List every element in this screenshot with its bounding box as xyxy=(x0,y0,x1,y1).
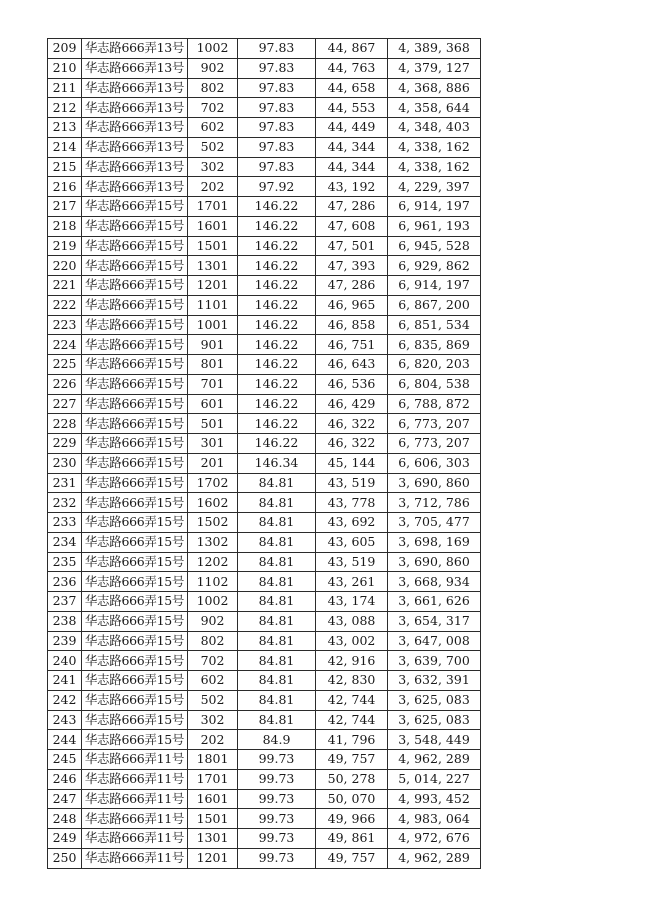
table-row xyxy=(48,532,481,552)
unit-price-cell: 44, 449 xyxy=(316,118,388,138)
total-price-cell: 3, 668, 934 xyxy=(388,572,481,592)
total-price-cell: 4, 983, 064 xyxy=(388,809,481,829)
area-cell: 146.34 xyxy=(238,453,316,473)
area-cell: 99.73 xyxy=(238,829,316,849)
table-row xyxy=(48,256,481,276)
row-number: 244 xyxy=(48,730,82,750)
room-cell: 1601 xyxy=(188,789,238,809)
area-cell: 84.81 xyxy=(238,552,316,572)
unit-price-cell: 43, 088 xyxy=(316,611,388,631)
room-cell: 802 xyxy=(188,78,238,98)
area-cell: 84.9 xyxy=(238,730,316,750)
unit-price-cell: 47, 608 xyxy=(316,216,388,236)
table-row xyxy=(48,197,481,217)
address-cell: 华志路666弄15号 xyxy=(82,355,188,375)
address-cell: 华志路666弄15号 xyxy=(82,552,188,572)
room-cell: 302 xyxy=(188,157,238,177)
area-cell: 97.83 xyxy=(238,137,316,157)
area-cell: 97.83 xyxy=(238,78,316,98)
room-cell: 1302 xyxy=(188,532,238,552)
row-number: 236 xyxy=(48,572,82,592)
unit-price-cell: 46, 322 xyxy=(316,414,388,434)
row-number: 212 xyxy=(48,98,82,118)
table-row xyxy=(48,671,481,691)
area-cell: 84.81 xyxy=(238,631,316,651)
unit-price-cell: 50, 278 xyxy=(316,769,388,789)
address-cell: 华志路666弄11号 xyxy=(82,769,188,789)
room-cell: 602 xyxy=(188,118,238,138)
total-price-cell: 6, 788, 872 xyxy=(388,394,481,414)
address-cell: 华志路666弄15号 xyxy=(82,236,188,256)
row-number: 249 xyxy=(48,829,82,849)
area-cell: 84.81 xyxy=(238,651,316,671)
area-cell: 99.73 xyxy=(238,809,316,829)
table-row xyxy=(48,651,481,671)
row-number: 209 xyxy=(48,39,82,59)
address-cell: 华志路666弄15号 xyxy=(82,335,188,355)
row-number: 228 xyxy=(48,414,82,434)
total-price-cell: 3, 625, 083 xyxy=(388,690,481,710)
address-cell: 华志路666弄15号 xyxy=(82,513,188,533)
table-row xyxy=(48,355,481,375)
table-row xyxy=(48,572,481,592)
table-row xyxy=(48,315,481,335)
area-cell: 146.22 xyxy=(238,295,316,315)
row-number: 233 xyxy=(48,513,82,533)
unit-price-cell: 47, 501 xyxy=(316,236,388,256)
address-cell: 华志路666弄15号 xyxy=(82,453,188,473)
table-row xyxy=(48,789,481,809)
area-cell: 99.73 xyxy=(238,750,316,770)
room-cell: 1801 xyxy=(188,750,238,770)
unit-price-cell: 44, 344 xyxy=(316,157,388,177)
room-cell: 1202 xyxy=(188,552,238,572)
area-cell: 84.81 xyxy=(238,690,316,710)
room-cell: 1001 xyxy=(188,315,238,335)
area-cell: 146.22 xyxy=(238,216,316,236)
address-cell: 华志路666弄13号 xyxy=(82,58,188,78)
table-row xyxy=(48,434,481,454)
table-row xyxy=(48,276,481,296)
total-price-cell: 5, 014, 227 xyxy=(388,769,481,789)
total-price-cell: 3, 690, 860 xyxy=(388,473,481,493)
area-cell: 146.22 xyxy=(238,355,316,375)
total-price-cell: 3, 661, 626 xyxy=(388,592,481,612)
table-row xyxy=(48,631,481,651)
total-price-cell: 3, 639, 700 xyxy=(388,651,481,671)
table-row xyxy=(48,690,481,710)
room-cell: 202 xyxy=(188,730,238,750)
address-cell: 华志路666弄15号 xyxy=(82,414,188,434)
area-cell: 84.81 xyxy=(238,671,316,691)
room-cell: 1702 xyxy=(188,473,238,493)
area-cell: 84.81 xyxy=(238,710,316,730)
room-cell: 1002 xyxy=(188,592,238,612)
room-cell: 902 xyxy=(188,611,238,631)
room-cell: 602 xyxy=(188,671,238,691)
area-cell: 146.22 xyxy=(238,394,316,414)
table-row xyxy=(48,118,481,138)
address-cell: 华志路666弄15号 xyxy=(82,572,188,592)
room-cell: 701 xyxy=(188,374,238,394)
total-price-cell: 3, 712, 786 xyxy=(388,493,481,513)
area-cell: 84.81 xyxy=(238,592,316,612)
room-cell: 1301 xyxy=(188,256,238,276)
row-number: 230 xyxy=(48,453,82,473)
total-price-cell: 4, 962, 289 xyxy=(388,750,481,770)
room-cell: 1102 xyxy=(188,572,238,592)
address-cell: 华志路666弄15号 xyxy=(82,276,188,296)
row-number: 232 xyxy=(48,493,82,513)
total-price-cell: 4, 348, 403 xyxy=(388,118,481,138)
room-cell: 1101 xyxy=(188,295,238,315)
table-row xyxy=(48,58,481,78)
area-cell: 146.22 xyxy=(238,434,316,454)
address-cell: 华志路666弄11号 xyxy=(82,750,188,770)
total-price-cell: 6, 914, 197 xyxy=(388,276,481,296)
address-cell: 华志路666弄15号 xyxy=(82,690,188,710)
area-cell: 146.22 xyxy=(238,414,316,434)
address-cell: 华志路666弄13号 xyxy=(82,78,188,98)
room-cell: 502 xyxy=(188,690,238,710)
price-table xyxy=(47,38,481,869)
room-cell: 1602 xyxy=(188,493,238,513)
unit-price-cell: 46, 536 xyxy=(316,374,388,394)
address-cell: 华志路666弄15号 xyxy=(82,631,188,651)
address-cell: 华志路666弄15号 xyxy=(82,493,188,513)
address-cell: 华志路666弄15号 xyxy=(82,611,188,631)
table-row xyxy=(48,750,481,770)
total-price-cell: 4, 368, 886 xyxy=(388,78,481,98)
total-price-cell: 4, 229, 397 xyxy=(388,177,481,197)
table-row xyxy=(48,335,481,355)
unit-price-cell: 49, 757 xyxy=(316,848,388,868)
address-cell: 华志路666弄15号 xyxy=(82,434,188,454)
table-row xyxy=(48,137,481,157)
unit-price-cell: 49, 757 xyxy=(316,750,388,770)
unit-price-cell: 42, 744 xyxy=(316,710,388,730)
address-cell: 华志路666弄15号 xyxy=(82,473,188,493)
total-price-cell: 4, 972, 676 xyxy=(388,829,481,849)
total-price-cell: 6, 867, 200 xyxy=(388,295,481,315)
row-number: 221 xyxy=(48,276,82,296)
row-number: 250 xyxy=(48,848,82,868)
unit-price-cell: 49, 966 xyxy=(316,809,388,829)
room-cell: 502 xyxy=(188,137,238,157)
total-price-cell: 3, 625, 083 xyxy=(388,710,481,730)
table-row xyxy=(48,552,481,572)
address-cell: 华志路666弄15号 xyxy=(82,394,188,414)
row-number: 226 xyxy=(48,374,82,394)
table-row xyxy=(48,730,481,750)
row-number: 237 xyxy=(48,592,82,612)
row-number: 234 xyxy=(48,532,82,552)
address-cell: 华志路666弄13号 xyxy=(82,177,188,197)
table-row xyxy=(48,611,481,631)
area-cell: 84.81 xyxy=(238,572,316,592)
unit-price-cell: 41, 796 xyxy=(316,730,388,750)
room-cell: 1701 xyxy=(188,769,238,789)
area-cell: 146.22 xyxy=(238,276,316,296)
unit-price-cell: 50, 070 xyxy=(316,789,388,809)
area-cell: 97.83 xyxy=(238,98,316,118)
table-row xyxy=(48,78,481,98)
room-cell: 802 xyxy=(188,631,238,651)
table-row xyxy=(48,157,481,177)
unit-price-cell: 46, 643 xyxy=(316,355,388,375)
total-price-cell: 6, 820, 203 xyxy=(388,355,481,375)
row-number: 220 xyxy=(48,256,82,276)
unit-price-cell: 43, 002 xyxy=(316,631,388,651)
area-cell: 97.83 xyxy=(238,58,316,78)
room-cell: 1201 xyxy=(188,276,238,296)
total-price-cell: 4, 338, 162 xyxy=(388,157,481,177)
unit-price-cell: 45, 144 xyxy=(316,453,388,473)
row-number: 247 xyxy=(48,789,82,809)
room-cell: 1201 xyxy=(188,848,238,868)
address-cell: 华志路666弄15号 xyxy=(82,197,188,217)
total-price-cell: 3, 632, 391 xyxy=(388,671,481,691)
area-cell: 146.22 xyxy=(238,256,316,276)
table-body xyxy=(48,39,481,869)
address-cell: 华志路666弄11号 xyxy=(82,829,188,849)
area-cell: 97.83 xyxy=(238,39,316,59)
total-price-cell: 4, 338, 162 xyxy=(388,137,481,157)
area-cell: 146.22 xyxy=(238,315,316,335)
total-price-cell: 6, 961, 193 xyxy=(388,216,481,236)
room-cell: 1502 xyxy=(188,513,238,533)
total-price-cell: 4, 962, 289 xyxy=(388,848,481,868)
row-number: 223 xyxy=(48,315,82,335)
area-cell: 99.73 xyxy=(238,769,316,789)
table-row xyxy=(48,295,481,315)
table-row xyxy=(48,453,481,473)
total-price-cell: 3, 705, 477 xyxy=(388,513,481,533)
total-price-cell: 3, 690, 860 xyxy=(388,552,481,572)
unit-price-cell: 49, 861 xyxy=(316,829,388,849)
row-number: 235 xyxy=(48,552,82,572)
row-number: 242 xyxy=(48,690,82,710)
row-number: 243 xyxy=(48,710,82,730)
row-number: 214 xyxy=(48,137,82,157)
row-number: 215 xyxy=(48,157,82,177)
table-row xyxy=(48,592,481,612)
room-cell: 302 xyxy=(188,710,238,730)
total-price-cell: 3, 654, 317 xyxy=(388,611,481,631)
total-price-cell: 6, 914, 197 xyxy=(388,197,481,217)
row-number: 239 xyxy=(48,631,82,651)
unit-price-cell: 46, 965 xyxy=(316,295,388,315)
table-row xyxy=(48,177,481,197)
address-cell: 华志路666弄11号 xyxy=(82,848,188,868)
unit-price-cell: 47, 286 xyxy=(316,276,388,296)
row-number: 211 xyxy=(48,78,82,98)
total-price-cell: 6, 773, 207 xyxy=(388,414,481,434)
unit-price-cell: 47, 393 xyxy=(316,256,388,276)
row-number: 219 xyxy=(48,236,82,256)
room-cell: 702 xyxy=(188,651,238,671)
unit-price-cell: 43, 778 xyxy=(316,493,388,513)
row-number: 213 xyxy=(48,118,82,138)
table-row xyxy=(48,493,481,513)
table-row xyxy=(48,414,481,434)
address-cell: 华志路666弄15号 xyxy=(82,295,188,315)
unit-price-cell: 42, 744 xyxy=(316,690,388,710)
table-row xyxy=(48,216,481,236)
total-price-cell: 3, 647, 008 xyxy=(388,631,481,651)
unit-price-cell: 44, 553 xyxy=(316,98,388,118)
total-price-cell: 3, 698, 169 xyxy=(388,532,481,552)
unit-price-cell: 44, 867 xyxy=(316,39,388,59)
total-price-cell: 6, 606, 303 xyxy=(388,453,481,473)
room-cell: 501 xyxy=(188,414,238,434)
area-cell: 84.81 xyxy=(238,611,316,631)
area-cell: 97.83 xyxy=(238,118,316,138)
row-number: 248 xyxy=(48,809,82,829)
unit-price-cell: 43, 261 xyxy=(316,572,388,592)
address-cell: 华志路666弄15号 xyxy=(82,671,188,691)
address-cell: 华志路666弄15号 xyxy=(82,256,188,276)
unit-price-cell: 46, 751 xyxy=(316,335,388,355)
unit-price-cell: 43, 605 xyxy=(316,532,388,552)
room-cell: 202 xyxy=(188,177,238,197)
address-cell: 华志路666弄11号 xyxy=(82,809,188,829)
address-cell: 华志路666弄15号 xyxy=(82,710,188,730)
row-number: 222 xyxy=(48,295,82,315)
total-price-cell: 4, 379, 127 xyxy=(388,58,481,78)
unit-price-cell: 43, 519 xyxy=(316,552,388,572)
address-cell: 华志路666弄15号 xyxy=(82,216,188,236)
table-row xyxy=(48,769,481,789)
room-cell: 901 xyxy=(188,335,238,355)
table-row xyxy=(48,236,481,256)
unit-price-cell: 43, 519 xyxy=(316,473,388,493)
area-cell: 84.81 xyxy=(238,493,316,513)
room-cell: 1002 xyxy=(188,39,238,59)
address-cell: 华志路666弄15号 xyxy=(82,315,188,335)
table-row xyxy=(48,98,481,118)
table-row xyxy=(48,809,481,829)
area-cell: 84.81 xyxy=(238,532,316,552)
room-cell: 1701 xyxy=(188,197,238,217)
area-cell: 146.22 xyxy=(238,236,316,256)
total-price-cell: 4, 993, 452 xyxy=(388,789,481,809)
row-number: 217 xyxy=(48,197,82,217)
room-cell: 702 xyxy=(188,98,238,118)
table-row xyxy=(48,513,481,533)
area-cell: 146.22 xyxy=(238,197,316,217)
unit-price-cell: 46, 858 xyxy=(316,315,388,335)
row-number: 224 xyxy=(48,335,82,355)
total-price-cell: 6, 773, 207 xyxy=(388,434,481,454)
area-cell: 97.92 xyxy=(238,177,316,197)
total-price-cell: 3, 548, 449 xyxy=(388,730,481,750)
area-cell: 99.73 xyxy=(238,789,316,809)
row-number: 241 xyxy=(48,671,82,691)
total-price-cell: 4, 358, 644 xyxy=(388,98,481,118)
total-price-cell: 6, 804, 538 xyxy=(388,374,481,394)
area-cell: 84.81 xyxy=(238,473,316,493)
room-cell: 601 xyxy=(188,394,238,414)
row-number: 218 xyxy=(48,216,82,236)
address-cell: 华志路666弄13号 xyxy=(82,137,188,157)
unit-price-cell: 46, 429 xyxy=(316,394,388,414)
unit-price-cell: 43, 174 xyxy=(316,592,388,612)
address-cell: 华志路666弄15号 xyxy=(82,730,188,750)
row-number: 210 xyxy=(48,58,82,78)
room-cell: 1501 xyxy=(188,236,238,256)
row-number: 216 xyxy=(48,177,82,197)
table-row xyxy=(48,39,481,59)
row-number: 240 xyxy=(48,651,82,671)
table-row xyxy=(48,710,481,730)
unit-price-cell: 44, 658 xyxy=(316,78,388,98)
unit-price-cell: 44, 344 xyxy=(316,137,388,157)
room-cell: 801 xyxy=(188,355,238,375)
room-cell: 201 xyxy=(188,453,238,473)
total-price-cell: 6, 851, 534 xyxy=(388,315,481,335)
room-cell: 902 xyxy=(188,58,238,78)
address-cell: 华志路666弄15号 xyxy=(82,374,188,394)
area-cell: 97.83 xyxy=(238,157,316,177)
table-row xyxy=(48,394,481,414)
address-cell: 华志路666弄15号 xyxy=(82,532,188,552)
address-cell: 华志路666弄13号 xyxy=(82,118,188,138)
row-number: 245 xyxy=(48,750,82,770)
area-cell: 146.22 xyxy=(238,335,316,355)
area-cell: 99.73 xyxy=(238,848,316,868)
unit-price-cell: 44, 763 xyxy=(316,58,388,78)
address-cell: 华志路666弄13号 xyxy=(82,98,188,118)
room-cell: 1601 xyxy=(188,216,238,236)
address-cell: 华志路666弄13号 xyxy=(82,157,188,177)
unit-price-cell: 42, 916 xyxy=(316,651,388,671)
room-cell: 301 xyxy=(188,434,238,454)
table-row xyxy=(48,829,481,849)
row-number: 238 xyxy=(48,611,82,631)
unit-price-cell: 46, 322 xyxy=(316,434,388,454)
unit-price-cell: 47, 286 xyxy=(316,197,388,217)
area-cell: 146.22 xyxy=(238,374,316,394)
total-price-cell: 6, 835, 869 xyxy=(388,335,481,355)
address-cell: 华志路666弄13号 xyxy=(82,39,188,59)
area-cell: 84.81 xyxy=(238,513,316,533)
row-number: 231 xyxy=(48,473,82,493)
table-row xyxy=(48,848,481,868)
table-row xyxy=(48,473,481,493)
address-cell: 华志路666弄15号 xyxy=(82,651,188,671)
address-cell: 华志路666弄15号 xyxy=(82,592,188,612)
unit-price-cell: 42, 830 xyxy=(316,671,388,691)
room-cell: 1301 xyxy=(188,829,238,849)
row-number: 229 xyxy=(48,434,82,454)
address-cell: 华志路666弄11号 xyxy=(82,789,188,809)
row-number: 225 xyxy=(48,355,82,375)
room-cell: 1501 xyxy=(188,809,238,829)
unit-price-cell: 43, 192 xyxy=(316,177,388,197)
row-number: 246 xyxy=(48,769,82,789)
row-number: 227 xyxy=(48,394,82,414)
table-row xyxy=(48,374,481,394)
total-price-cell: 6, 945, 528 xyxy=(388,236,481,256)
total-price-cell: 4, 389, 368 xyxy=(388,39,481,59)
total-price-cell: 6, 929, 862 xyxy=(388,256,481,276)
unit-price-cell: 43, 692 xyxy=(316,513,388,533)
